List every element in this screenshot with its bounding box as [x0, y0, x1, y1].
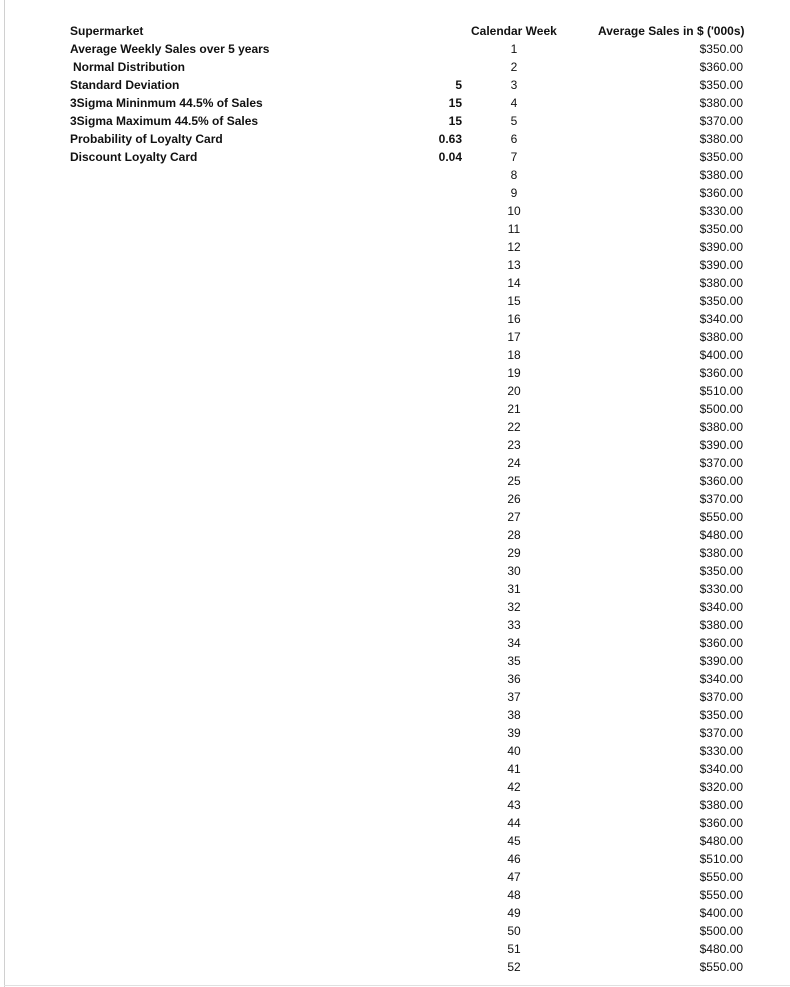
table-row	[470, 472, 750, 490]
sales-cell: $400.00	[699, 348, 743, 362]
sales-cell: $380.00	[699, 618, 743, 632]
week-cell: 42	[507, 780, 521, 794]
week-cell: 48	[507, 888, 521, 902]
sales-cell: $340.00	[699, 672, 743, 686]
sales-cell: $370.00	[699, 690, 743, 704]
week-cell: 47	[507, 870, 521, 884]
week-cell: 1	[510, 42, 518, 56]
week-cell: 50	[507, 924, 521, 938]
table-row	[470, 346, 750, 364]
sales-table	[470, 40, 750, 976]
sales-cell: $550.00	[699, 888, 743, 902]
table-row	[470, 904, 750, 922]
sales-cell: $360.00	[699, 816, 743, 830]
table-row	[470, 364, 750, 382]
week-cell: 17	[507, 330, 521, 344]
table-row	[470, 400, 750, 418]
week-cell: 36	[507, 672, 521, 686]
parameter-label: 3Sigma Maximum 44.5% of Sales	[70, 114, 259, 128]
week-cell: 25	[507, 474, 521, 488]
table-row	[470, 814, 750, 832]
sales-cell: $360.00	[699, 366, 743, 380]
week-cell: 24	[507, 456, 521, 470]
table-row	[470, 778, 750, 796]
table-row	[470, 76, 750, 94]
week-cell: 41	[507, 762, 521, 776]
week-cell: 12	[507, 240, 521, 254]
sales-cell: $370.00	[699, 456, 743, 470]
week-cell: 37	[507, 690, 521, 704]
table-row	[470, 706, 750, 724]
sales-cell: $500.00	[699, 402, 743, 416]
table-row	[470, 652, 750, 670]
table-row	[470, 868, 750, 886]
parameter-value: 5	[455, 78, 462, 92]
table-row	[470, 202, 750, 220]
week-cell: 38	[507, 708, 521, 722]
sales-cell: $550.00	[699, 510, 743, 524]
week-cell: 52	[507, 960, 521, 974]
week-cell: 20	[507, 384, 521, 398]
parameter-value: 0.04	[438, 150, 462, 164]
sales-cell: $350.00	[699, 42, 743, 56]
table-row	[470, 760, 750, 778]
table-row	[470, 742, 750, 760]
table-row	[470, 58, 750, 76]
sales-cell: $380.00	[699, 96, 743, 110]
sales-cell: $480.00	[699, 834, 743, 848]
table-row	[470, 454, 750, 472]
week-cell: 40	[507, 744, 521, 758]
table-row	[470, 382, 750, 400]
table-row	[470, 94, 750, 112]
table-row	[470, 148, 750, 166]
table-row	[470, 238, 750, 256]
sales-cell: $350.00	[699, 708, 743, 722]
average-sales-header: Average Sales in $ ('000s)	[598, 24, 745, 38]
sales-cell: $380.00	[699, 330, 743, 344]
sales-cell: $390.00	[699, 654, 743, 668]
week-cell: 7	[510, 150, 518, 164]
parameter-label: Probability of Loyalty Card	[70, 132, 223, 146]
table-row	[470, 256, 750, 274]
sales-cell: $350.00	[699, 78, 743, 92]
table-row	[470, 544, 750, 562]
sales-cell: $480.00	[699, 942, 743, 956]
sales-cell: $380.00	[699, 168, 743, 182]
table-row	[470, 634, 750, 652]
sales-cell: $390.00	[699, 240, 743, 254]
parameter-label: 3Sigma Mininmum 44.5% of Sales	[70, 96, 263, 110]
table-row	[470, 580, 750, 598]
table-row	[470, 166, 750, 184]
table-row	[470, 40, 750, 58]
sales-cell: $330.00	[699, 582, 743, 596]
sales-cell: $360.00	[699, 636, 743, 650]
sales-cell: $400.00	[699, 906, 743, 920]
week-cell: 19	[507, 366, 521, 380]
parameter-label: Discount Loyalty Card	[70, 150, 198, 164]
week-cell: 3	[510, 78, 518, 92]
table-row	[470, 688, 750, 706]
sales-cell: $480.00	[699, 528, 743, 542]
week-cell: 35	[507, 654, 521, 668]
week-cell: 13	[507, 258, 521, 272]
table-row	[470, 274, 750, 292]
parameter-label: Supermarket	[70, 24, 144, 38]
week-cell: 49	[507, 906, 521, 920]
page-left-edge	[4, 0, 5, 987]
sales-cell: $370.00	[699, 492, 743, 506]
week-cell: 44	[507, 816, 521, 830]
table-row	[470, 292, 750, 310]
table-row	[470, 310, 750, 328]
sales-cell: $340.00	[699, 600, 743, 614]
table-row	[470, 220, 750, 238]
table-row	[470, 130, 750, 148]
sales-cell: $550.00	[699, 870, 743, 884]
table-row	[470, 724, 750, 742]
week-cell: 9	[510, 186, 518, 200]
page-bottom-edge	[4, 985, 790, 986]
week-cell: 31	[507, 582, 521, 596]
sales-cell: $380.00	[699, 132, 743, 146]
week-cell: 23	[507, 438, 521, 452]
week-cell: 28	[507, 528, 521, 542]
sales-cell: $550.00	[699, 960, 743, 974]
week-cell: 43	[507, 798, 521, 812]
parameter-label: Average Weekly Sales over 5 years	[70, 42, 270, 56]
parameter-label: Standard Deviation	[70, 78, 180, 92]
calendar-week-header: Calendar Week	[471, 24, 557, 38]
table-row	[470, 562, 750, 580]
sales-cell: $370.00	[699, 726, 743, 740]
sales-cell: $360.00	[699, 60, 743, 74]
sales-cell: $350.00	[699, 294, 743, 308]
sales-cell: $340.00	[699, 762, 743, 776]
week-cell: 21	[507, 402, 521, 416]
week-cell: 5	[510, 114, 518, 128]
week-cell: 8	[510, 168, 518, 182]
week-cell: 32	[507, 600, 521, 614]
week-cell: 16	[507, 312, 521, 326]
week-cell: 45	[507, 834, 521, 848]
sales-cell: $360.00	[699, 474, 743, 488]
table-row	[470, 940, 750, 958]
week-cell: 33	[507, 618, 521, 632]
sales-cell: $380.00	[699, 276, 743, 290]
week-cell: 15	[507, 294, 521, 308]
sales-cell: $380.00	[699, 546, 743, 560]
sales-cell: $380.00	[699, 798, 743, 812]
week-cell: 46	[507, 852, 521, 866]
table-row	[470, 850, 750, 868]
week-cell: 18	[507, 348, 521, 362]
week-cell: 11	[507, 222, 521, 236]
week-cell: 39	[507, 726, 521, 740]
table-row	[470, 526, 750, 544]
table-row	[470, 616, 750, 634]
sales-cell: $320.00	[699, 780, 743, 794]
table-row	[470, 958, 750, 976]
parameter-value: 0.63	[438, 132, 462, 146]
parameter-value: 15	[448, 96, 462, 110]
table-row	[470, 832, 750, 850]
week-cell: 14	[507, 276, 521, 290]
table-row	[470, 796, 750, 814]
week-cell: 27	[507, 510, 521, 524]
sales-cell: $340.00	[699, 312, 743, 326]
table-row	[470, 184, 750, 202]
sales-cell: $350.00	[699, 222, 743, 236]
sales-cell: $350.00	[699, 564, 743, 578]
week-cell: 26	[507, 492, 521, 506]
week-cell: 22	[507, 420, 521, 434]
sales-cell: $390.00	[699, 438, 743, 452]
sales-cell: $510.00	[699, 384, 743, 398]
week-cell: 10	[507, 204, 521, 218]
sales-cell: $390.00	[699, 258, 743, 272]
week-cell: 29	[507, 546, 521, 560]
week-cell: 6	[510, 132, 518, 146]
table-row	[470, 508, 750, 526]
sales-cell: $500.00	[699, 924, 743, 938]
week-cell: 30	[507, 564, 521, 578]
sales-cell: $510.00	[699, 852, 743, 866]
table-row	[470, 418, 750, 436]
parameter-label: Normal Distribution	[73, 60, 186, 74]
sales-cell: $360.00	[699, 186, 743, 200]
table-row	[470, 490, 750, 508]
table-row	[470, 886, 750, 904]
week-cell: 34	[507, 636, 521, 650]
table-row	[470, 598, 750, 616]
week-cell: 51	[507, 942, 521, 956]
sales-cell: $370.00	[699, 114, 743, 128]
week-cell: 4	[510, 96, 518, 110]
week-cell: 2	[510, 60, 518, 74]
table-row	[470, 922, 750, 940]
sales-cell: $330.00	[699, 744, 743, 758]
table-row	[470, 112, 750, 130]
sales-cell: $330.00	[699, 204, 743, 218]
table-row	[470, 328, 750, 346]
table-row	[470, 436, 750, 454]
sales-cell: $380.00	[699, 420, 743, 434]
table-row	[470, 670, 750, 688]
parameter-value: 15	[448, 114, 462, 128]
sales-cell: $350.00	[699, 150, 743, 164]
